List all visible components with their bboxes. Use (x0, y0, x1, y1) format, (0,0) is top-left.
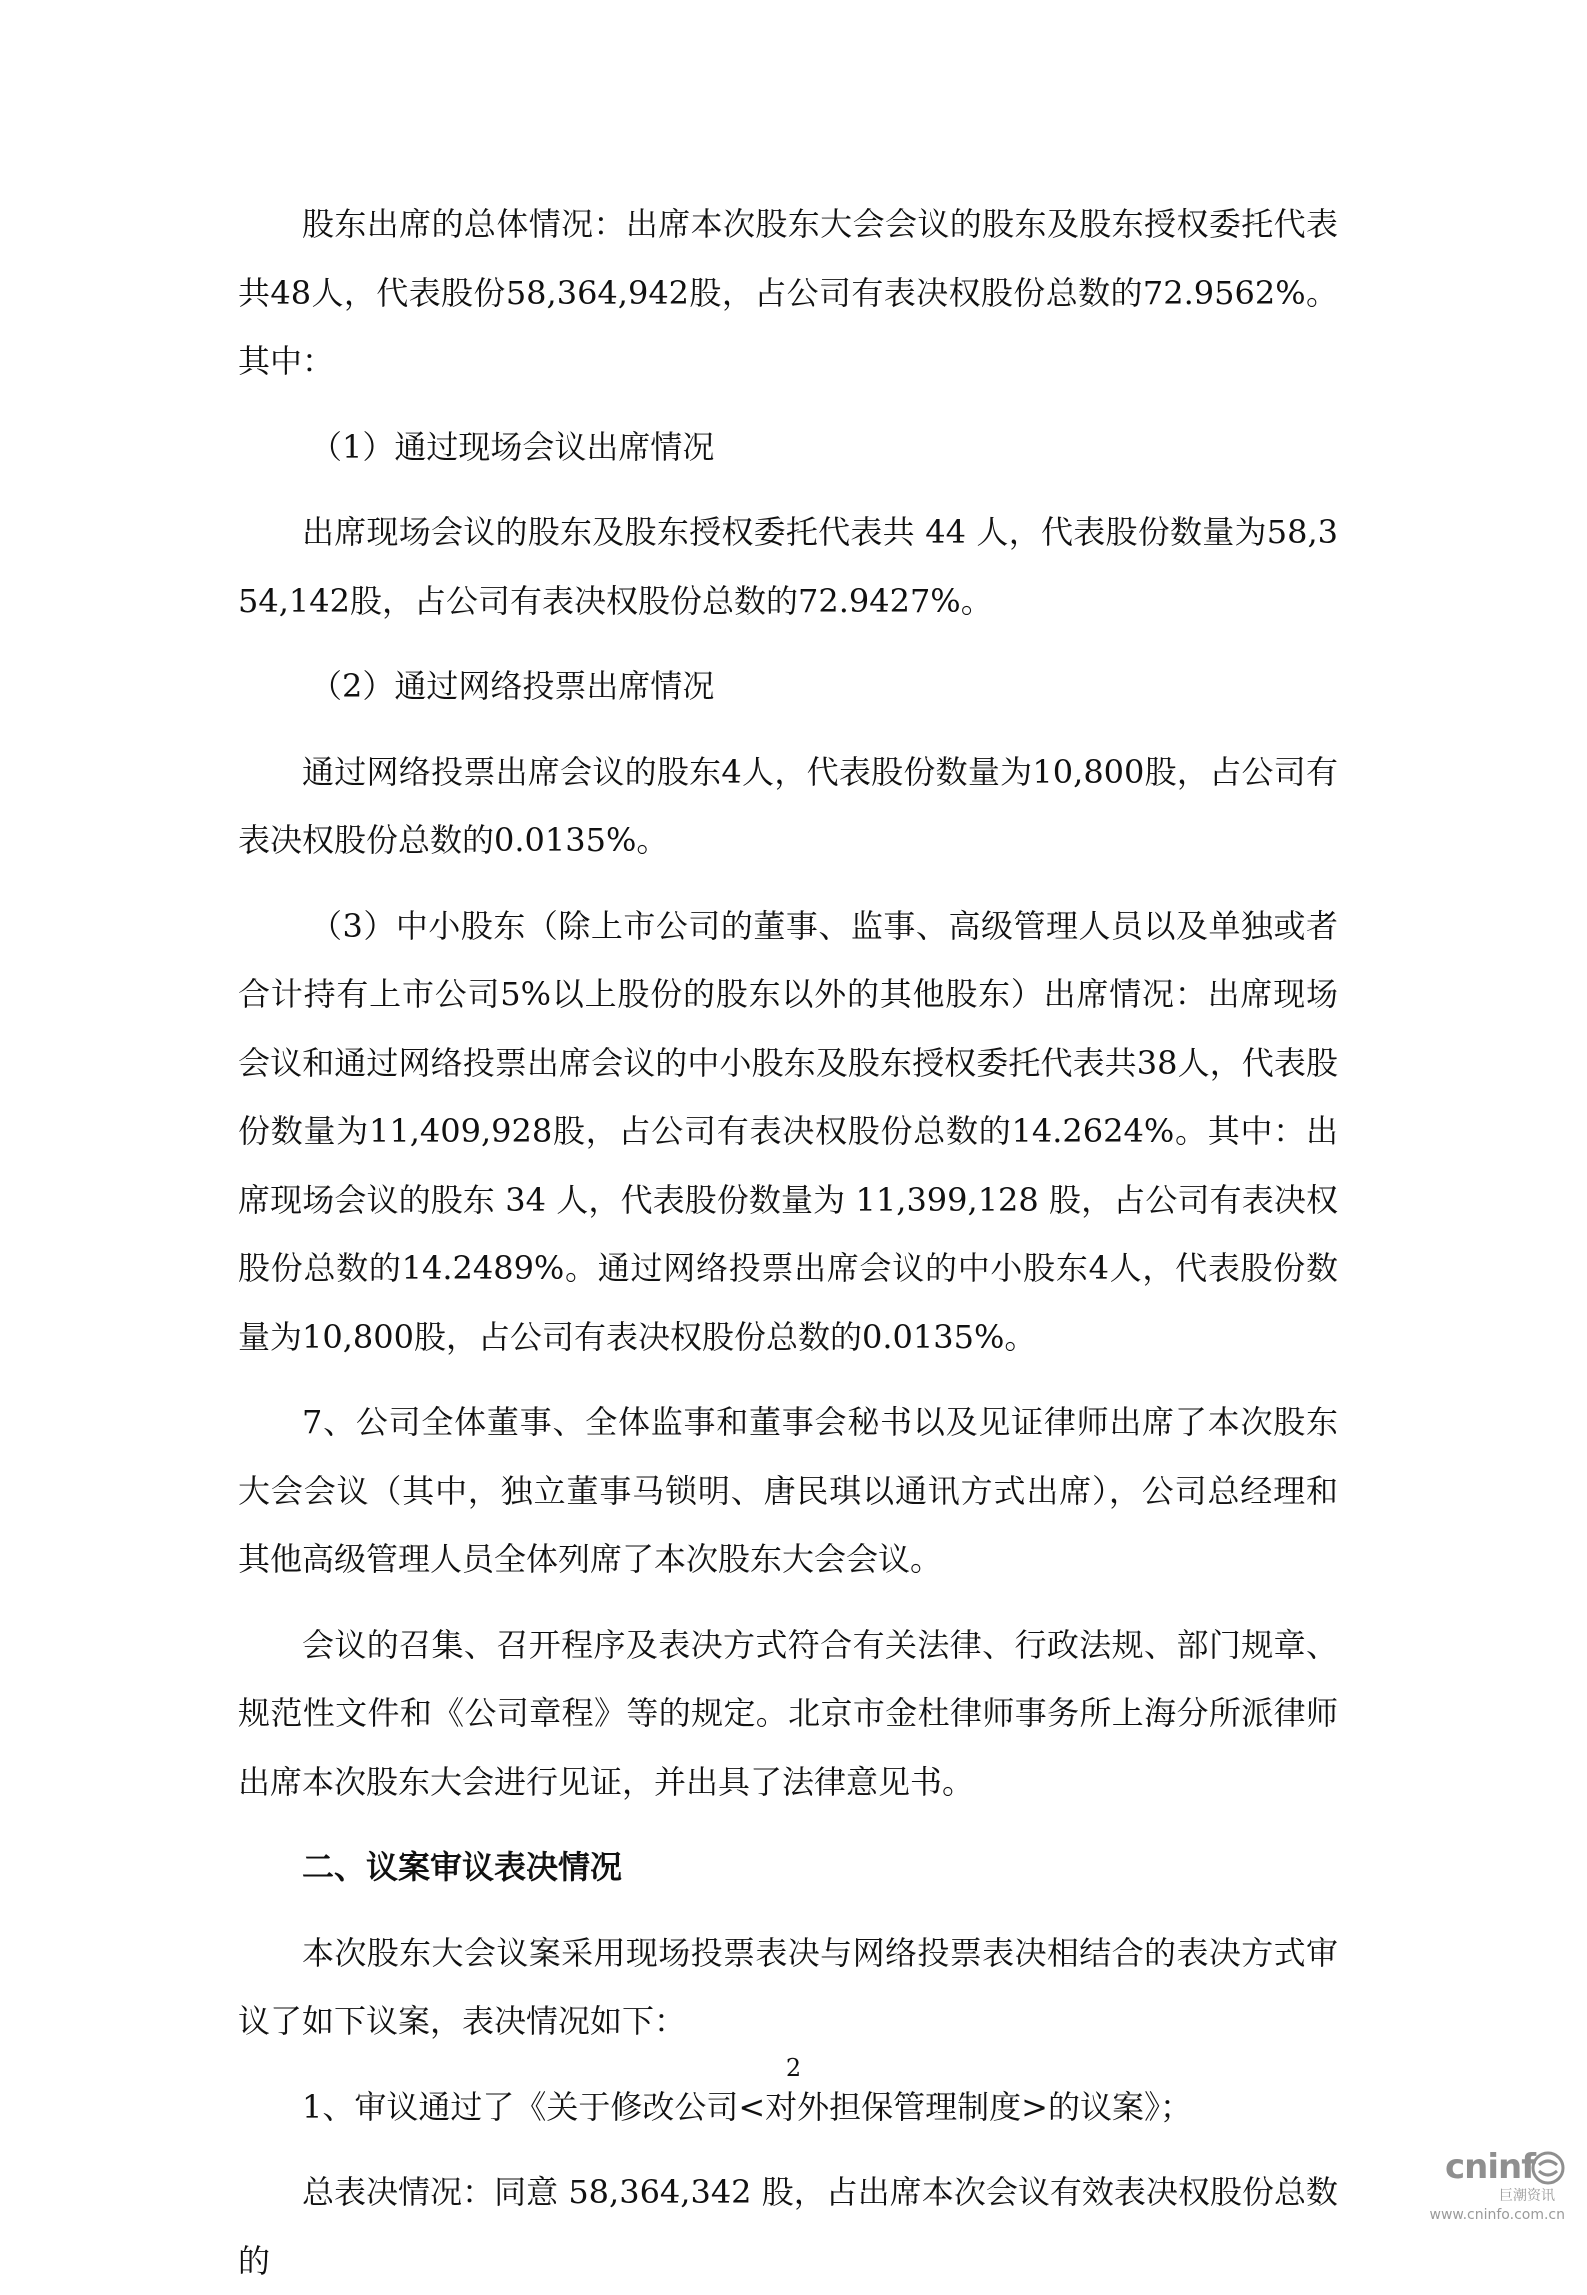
watermark-brand: cninf (1445, 2147, 1536, 2187)
cninf-swirl-icon (1531, 2151, 1565, 2185)
paragraph-online-detail: 通过网络投票出席会议的股东4人，代表股份数量为10,800股，占公司有表决权股份总数的0.0135%。 (238, 752, 1338, 859)
paragraph-directors-attendance: 7、公司全体董事、全体监事和董事会秘书以及见证律师出席了本次股东大会会议（其中，独立董事马锁明、唐民琪以通讯方式出席），公司总经理和其他高级管理人员全体列席了本次股东大会会议。 (238, 1403, 1338, 1578)
paragraph-minority-shareholders: （3）中小股东（除上市公司的董事、监事、高级管理人员以及单独或者合计持有上市公司5%以上股份的股东以外的其他股东）出席情况：出席现场会议和通过网络投票出席会议的中小股东及股东授权委托代表共38人，代表股份数量为11,409,928股，占公司有表决权股份总数的14.2624%。其中：出席现场会议的股东 34 人，代表股份数量为 11,399,128 股，占公司有表决权股份总数的14.2489%。通过网络投票出席会议的中小股东4人，代表股份数量为10,800股，占公司有表决权股份总数的0.0135%。 (238, 906, 1338, 1356)
paragraph-onsite-detail: 出席现场会议的股东及股东授权委托代表共 44 人，代表股份数量为58,354,142股，占公司有表决权股份总数的72.9427%。 (238, 513, 1338, 620)
paragraph-meeting-procedure: 会议的召集、召开程序及表决方式符合有关法律、行政法规、部门规章、规范性文件和《公司章程》等的规定。北京市金杜律师事务所上海分所派律师出席本次股东大会进行见证，并出具了法律意见书。 (238, 1625, 1338, 1801)
cninfo-watermark (1415, 2147, 1565, 2227)
paragraph-onsite-heading: （1）通过现场会议出席情况 (310, 427, 715, 466)
paragraph-online-heading: （2）通过网络投票出席情况 (310, 667, 715, 705)
paragraph-voting-method: 本次股东大会议案采用现场投票表决与网络投票表决相结合的表决方式审议了如下议案，表决情况如下： (238, 1933, 1338, 2040)
paragraph-attendance-overview: 股东出席的总体情况：出席本次股东大会会议的股东及股东授权委托代表共48人，代表股份58,364,942股，占公司有表决权股份总数的72.9562%。其中： (238, 205, 1338, 380)
page-number: 2 (785, 2054, 802, 2082)
section-heading-voting: 二、议案审议表决情况 (302, 1848, 623, 1886)
document-body (238, 190, 1338, 2295)
watermark-url: www.cninfo.com.cn (1429, 2207, 1565, 2223)
paragraph-resolution-1: 1、审议通过了《关于修改公司<对外担保管理制度>的议案》； (302, 2087, 1192, 2126)
paragraph-total-votes: 总表决情况：同意 58,364,342 股，占出席本次会议有效表决权股份总数的 (238, 2173, 1338, 2280)
watermark-brand-cn: 巨潮资讯 (1499, 2188, 1555, 2204)
